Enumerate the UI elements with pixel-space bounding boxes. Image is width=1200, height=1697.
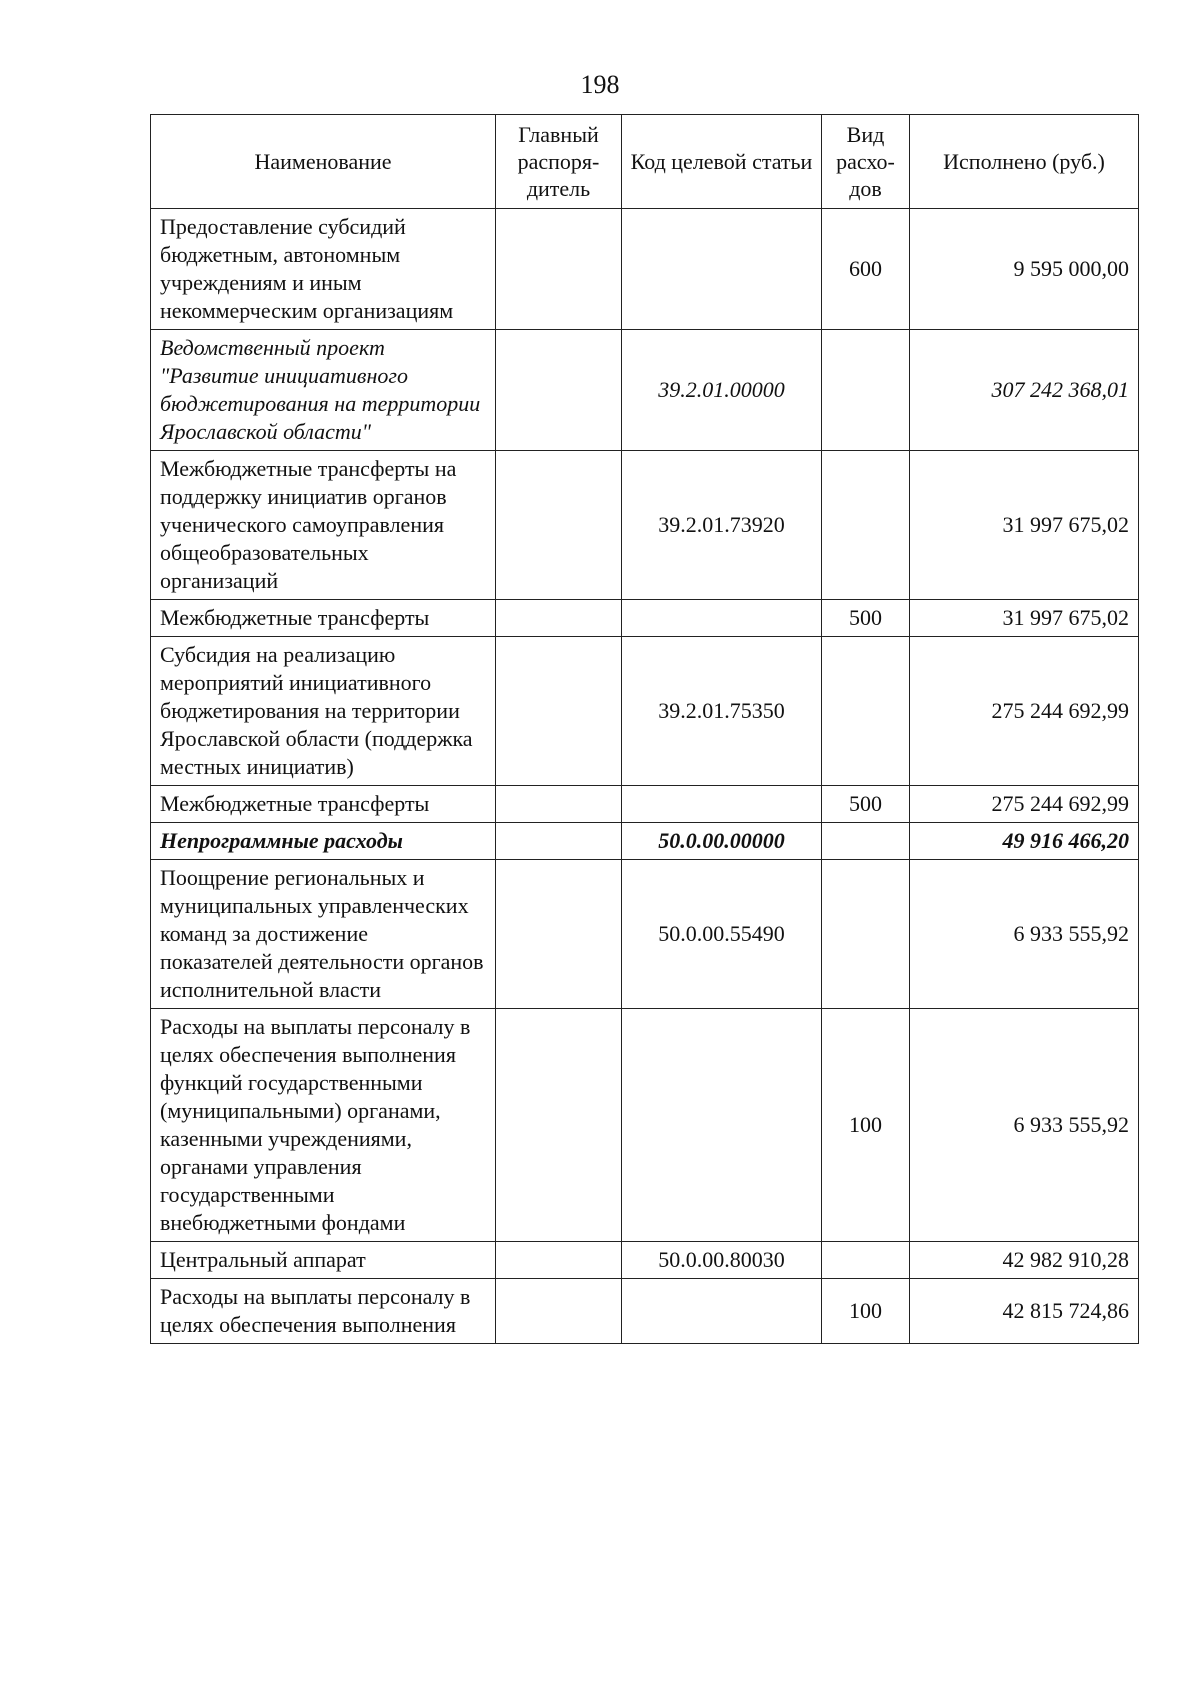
cell-type: 100 [822, 1009, 910, 1242]
cell-type [822, 451, 910, 600]
cell-manager [496, 209, 622, 330]
cell-type [822, 860, 910, 1009]
cell-code [622, 600, 822, 637]
cell-name: Непрограммные расходы [151, 823, 496, 860]
header-manager: Главный распоря- дитель [496, 115, 622, 209]
table-row [151, 209, 1139, 330]
cell-type: 100 [822, 1279, 910, 1344]
table-row [151, 823, 1139, 860]
cell-code [622, 1009, 822, 1242]
table-row [151, 1009, 1139, 1242]
cell-executed: 6 933 555,92 [910, 1009, 1139, 1242]
cell-manager [496, 1242, 622, 1279]
cell-executed: 42 815 724,86 [910, 1279, 1139, 1344]
cell-manager [496, 451, 622, 600]
cell-manager [496, 1279, 622, 1344]
header-row [151, 115, 1139, 209]
cell-code [622, 1279, 822, 1344]
cell-code [622, 209, 822, 330]
cell-manager [496, 860, 622, 1009]
cell-type: 500 [822, 786, 910, 823]
table-row [151, 600, 1139, 637]
cell-code: 50.0.00.80030 [622, 1242, 822, 1279]
cell-name: Межбюджетные трансферты на поддержку инициатив органов ученического самоуправления общеобразовательных организаций [151, 451, 496, 600]
cell-manager [496, 600, 622, 637]
cell-manager [496, 1009, 622, 1242]
table-row [151, 451, 1139, 600]
cell-executed: 307 242 368,01 [910, 330, 1139, 451]
cell-executed: 31 997 675,02 [910, 600, 1139, 637]
cell-name: Расходы на выплаты персоналу в целях обеспечения выполнения функций государственными (муниципальными) органами, казенными учреждениями, органами управления государственными внебюджетными фондами [151, 1009, 496, 1242]
cell-manager [496, 786, 622, 823]
header-name: Наименование [151, 115, 496, 209]
cell-code [622, 786, 822, 823]
cell-executed: 275 244 692,99 [910, 637, 1139, 786]
cell-executed: 275 244 692,99 [910, 786, 1139, 823]
cell-name: Центральный аппарат [151, 1242, 496, 1279]
cell-type [822, 823, 910, 860]
cell-executed: 49 916 466,20 [910, 823, 1139, 860]
cell-executed: 9 595 000,00 [910, 209, 1139, 330]
cell-name: Ведомственный проект "Развитие инициативного бюджетирования на территории Ярославской области" [151, 330, 496, 451]
cell-name: Расходы на выплаты персоналу в целях обеспечения выполнения [151, 1279, 496, 1344]
budget-table [150, 114, 1139, 1344]
header-executed: Исполнено (руб.) [910, 115, 1139, 209]
table-row [151, 637, 1139, 786]
table-row [151, 1242, 1139, 1279]
cell-name: Межбюджетные трансферты [151, 786, 496, 823]
cell-manager [496, 330, 622, 451]
header-type: Вид расхо- дов [822, 115, 910, 209]
cell-name: Субсидия на реализацию мероприятий инициативного бюджетирования на территории Ярославской области (поддержка местных инициатив) [151, 637, 496, 786]
cell-type: 500 [822, 600, 910, 637]
table-row [151, 330, 1139, 451]
cell-executed: 31 997 675,02 [910, 451, 1139, 600]
cell-executed: 42 982 910,28 [910, 1242, 1139, 1279]
table-body [151, 209, 1139, 1344]
cell-manager [496, 637, 622, 786]
cell-code: 50.0.00.55490 [622, 860, 822, 1009]
cell-type: 600 [822, 209, 910, 330]
cell-manager [496, 823, 622, 860]
cell-code: 39.2.01.75350 [622, 637, 822, 786]
table-row [151, 860, 1139, 1009]
header-code: Код целевой статьи [622, 115, 822, 209]
cell-code: 50.0.00.00000 [622, 823, 822, 860]
page-number: 198 [580, 70, 620, 99]
cell-code: 39.2.01.00000 [622, 330, 822, 451]
cell-code: 39.2.01.73920 [622, 451, 822, 600]
cell-name: Поощрение региональных и муниципальных управленческих команд за достижение показателей деятельности органов исполнительной власти [151, 860, 496, 1009]
cell-type [822, 330, 910, 451]
cell-type [822, 637, 910, 786]
cell-type [822, 1242, 910, 1279]
cell-name: Предоставление субсидий бюджетным, автономным учреждениям и иным некоммерческим организациям [151, 209, 496, 330]
cell-name: Межбюджетные трансферты [151, 600, 496, 637]
table-row [151, 786, 1139, 823]
cell-executed: 6 933 555,92 [910, 860, 1139, 1009]
table-row [151, 1279, 1139, 1344]
